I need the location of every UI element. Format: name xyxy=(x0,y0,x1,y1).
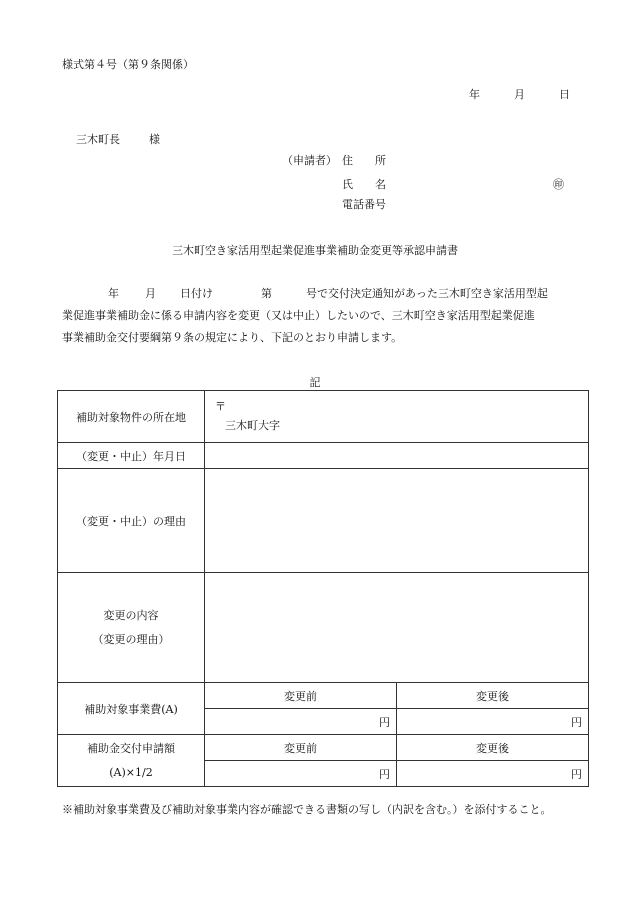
body-line-3: 事業補助金交付要綱第９条の規定により、下記のとおり申請します。 xyxy=(62,331,403,344)
grant-after-field[interactable] xyxy=(397,761,589,787)
content-label-line-1: 変更の内容 xyxy=(103,608,159,622)
body-no: 第 xyxy=(261,287,272,300)
grant-before-field[interactable] xyxy=(205,761,397,787)
grant-label-line-1: 補助金交付申請額 xyxy=(87,741,175,755)
grant-header-row xyxy=(58,735,589,761)
name-label: 氏 名 xyxy=(342,178,386,191)
location-field[interactable] xyxy=(205,391,589,443)
grant-label xyxy=(58,735,205,787)
address-label: 住 所 xyxy=(342,154,386,167)
postal-mark: 〒 xyxy=(215,399,226,413)
addressee-honorific: 様 xyxy=(149,133,160,146)
body-line-1 xyxy=(62,283,582,305)
phone-label: 電話番号 xyxy=(342,198,386,211)
content-row xyxy=(58,573,589,683)
body-line-1-rest: 号で交付決定通知があった三木町空き家活用型起 xyxy=(306,287,548,300)
grant-label-line-2: (A)×1/2 xyxy=(109,765,153,779)
location-label: 補助対象物件の所在地 xyxy=(58,391,205,443)
yen-unit: 円 xyxy=(571,767,582,781)
seal-mark: ㊞ xyxy=(553,178,564,191)
body-year: 年 xyxy=(108,287,119,300)
yen-unit: 円 xyxy=(379,715,390,729)
cost-label: 補助対象事業費(A) xyxy=(58,683,205,735)
content-field[interactable] xyxy=(205,573,589,683)
cost-before-header: 変更前 xyxy=(205,683,397,709)
application-table xyxy=(57,390,589,787)
document-title: 三木町空き家活用型起業促進事業補助金変更等承認申請書 xyxy=(172,244,458,257)
cost-header-row xyxy=(58,683,589,709)
cost-after-field[interactable] xyxy=(397,709,589,735)
location-value: 三木町大字 xyxy=(225,418,280,432)
yen-unit: 円 xyxy=(379,767,390,781)
cost-after-header: 変更後 xyxy=(397,683,589,709)
date-year-label: 年 xyxy=(469,88,480,101)
addressee-name: 三木町長 xyxy=(76,133,120,146)
reason-label: （変更・中止）の理由 xyxy=(58,469,205,573)
change-date-field[interactable] xyxy=(205,443,589,469)
change-date-row xyxy=(58,443,589,469)
addressee xyxy=(76,131,160,147)
change-date-label: （変更・中止）年月日 xyxy=(58,443,205,469)
ki-heading: 記 xyxy=(309,376,321,389)
content-label xyxy=(58,573,205,683)
cost-before-field[interactable] xyxy=(205,709,397,735)
location-row xyxy=(58,391,589,443)
form-number: 様式第４号（第９条関係） xyxy=(62,58,194,71)
reason-field[interactable] xyxy=(205,469,589,573)
reason-row xyxy=(58,469,589,573)
grant-after-header: 変更後 xyxy=(397,735,589,761)
yen-unit: 円 xyxy=(571,715,582,729)
applicant-label: （申請者） xyxy=(282,154,337,167)
date-day-label: 日 xyxy=(559,88,570,101)
body-dated: 日付け xyxy=(180,287,213,300)
grant-before-header: 変更前 xyxy=(205,735,397,761)
body-paragraph xyxy=(62,283,582,349)
content-label-line-2: （変更の理由） xyxy=(92,632,170,646)
body-line-2: 業促進事業補助金に係る申請内容を変更（又は中止）したいので、三木町空き家活用型起業促進 xyxy=(62,309,535,322)
attachment-note: ※補助対象事業費及び補助対象事業内容が確認できる書類の写し（内訳を含む。）を添付すること。 xyxy=(62,803,552,816)
date-month-label: 月 xyxy=(514,88,525,101)
body-month: 月 xyxy=(145,287,156,300)
